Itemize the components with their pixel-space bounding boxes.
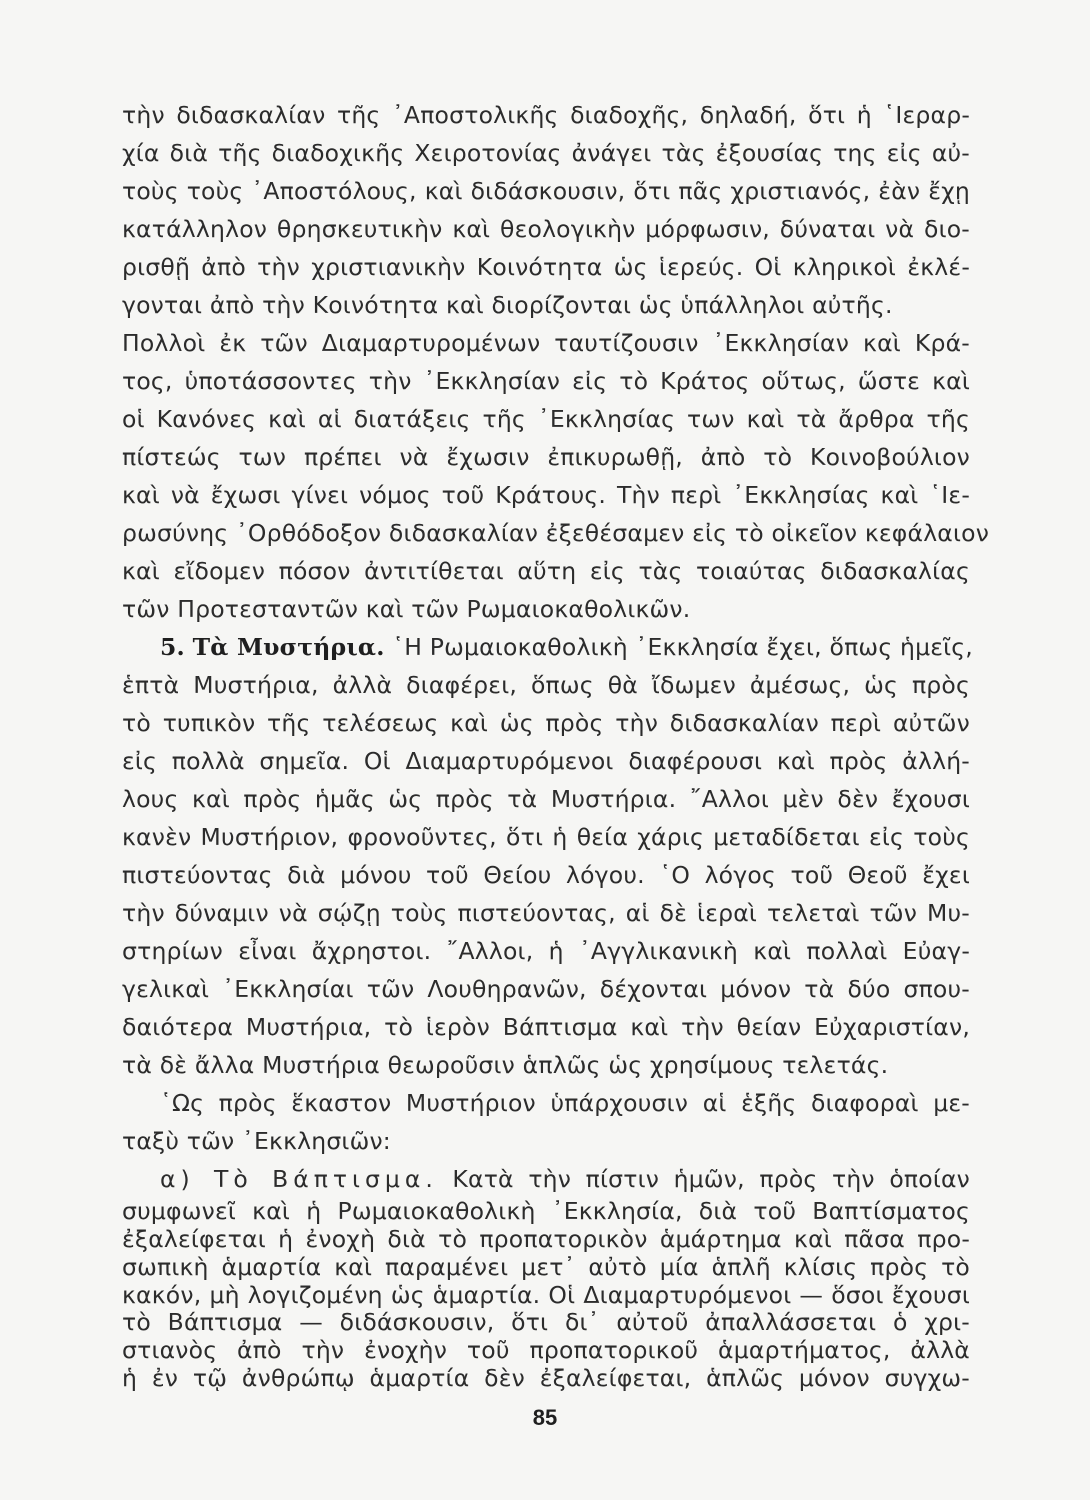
- text-line: πίστεώς των πρέπει νὰ ἔχωσιν ἐπικυρωθῇ, ἀπὸ τὸ Κοινοβούλιον: [122, 443, 970, 471]
- text-line: τὴν δύναμιν νὰ σῴζῃ τοὺς πιστεύοντας, αἱ δὲ ἱεραὶ τελεταὶ τῶν Μυ-: [122, 899, 970, 927]
- text-line: ἐξαλείφεται ἡ ἐνοχὴ διὰ τὸ προπατορικὸν ἁμάρτημα καὶ πᾶσα προ-: [122, 1224, 970, 1253]
- text-line: ταξὺ τῶν ᾽Εκκλησιῶν:: [122, 1127, 391, 1155]
- text-line: κακόν, μὴ λογιζομένη ὡς ἁμαρτία. Οἱ Διαμαρτυρόμενοι — ὅσοι ἔχουσι: [122, 1280, 970, 1309]
- text-run: ῾Η Ρωμαιοκαθολικὴ ᾽Εκκλησία ἔχει, ὅπως ἡμεῖς,: [392, 633, 973, 661]
- item-heading-line: [160, 1160, 970, 1198]
- text-line: τος, ὑποτάσσοντες τὴν ᾽Εκκλησίαν εἰς τὸ Κράτος οὕτως, ὥστε καὶ: [122, 367, 970, 395]
- page-number: 85: [532, 1405, 558, 1430]
- text-line: καὶ νὰ ἔχωσι γίνει νόμος τοῦ Κράτους. Τὴν περὶ ᾽Εκκλησίας καὶ ῾Ιε-: [122, 481, 970, 509]
- text-line: κανὲν Μυστήριον, φρονοῦντες, ὅτι ἡ θεία χάρις μεταδίδεται εἰς τοὺς: [122, 823, 970, 851]
- text-line: ἡ ἐν τῷ ἀνθρώπῳ ἁμαρτία δὲν ἐξαλείφεται, ἁπλῶς μόνον συγχω-: [122, 1364, 970, 1393]
- text-line: καὶ εἴδομεν πόσον ἀντιτίθεται αὕτη εἰς τὰς τοιαύτας διδασκαλίας: [122, 557, 970, 585]
- text-line: τὸ τυπικὸν τῆς τελέσεως καὶ ὡς πρὸς τὴν διδασκαλίαν περὶ αὐτῶν: [122, 709, 970, 737]
- text-line: Πολλοὶ ἐκ τῶν Διαμαρτυρομένων ταυτίζουσιν ᾽Εκκλησίαν καὶ Κρά-: [122, 329, 970, 357]
- text-line: εἰς πολλὰ σημεῖα. Οἱ Διαμαρτυρόμενοι διαφέρουσι καὶ πρὸς ἀλλή-: [122, 747, 970, 775]
- text-line: τὴν διδασκαλίαν τῆς ᾽Αποστολικῆς διαδοχῆς, δηλαδή, ὅτι ἡ ῾Ιεραρ-: [122, 101, 970, 129]
- text-line: γελικαὶ ᾽Εκκλησίαι τῶν Λουθηρανῶν, δέχονται μόνον τὰ δύο σπου-: [122, 975, 970, 1003]
- section-number: 5.: [160, 633, 185, 661]
- section-heading-line: [160, 628, 973, 666]
- text-line: δαιότερα Μυστήρια, τὸ ἱερὸν Βάπτισμα καὶ τὴν θείαν Εὐχαριστίαν,: [122, 1013, 970, 1041]
- text-line: ἑπτὰ Μυστήρια, ἀλλὰ διαφέρει, ὅπως θὰ ἴδωμεν ἀμέσως, ὡς πρὸς: [122, 671, 970, 699]
- item-label: α) Τὸ Βάπτισμα.: [160, 1165, 438, 1193]
- text-line: τὸ Βάπτισμα — διδάσκουσιν, ὅτι δι᾽ αὐτοῦ ἀπαλλάσσεται ὁ χρι-: [122, 1308, 970, 1337]
- text-run: Κατὰ τὴν πίστιν ἡμῶν, πρὸς τὴν ὁποίαν: [452, 1165, 971, 1193]
- text-line: συμφωνεῖ καὶ ἡ Ρωμαιοκαθολικὴ ᾽Εκκλησία, διὰ τοῦ Βαπτίσματος: [122, 1197, 970, 1225]
- text-line: οἱ Κανόνες καὶ αἱ διατάξεις τῆς ᾽Εκκλησίας των καὶ τὰ ἄρθρα τῆς: [122, 405, 970, 433]
- text-line: στιανὸς ἀπὸ τὴν ἐνοχὴν τοῦ προπατορικοῦ ἁμαρτήματος, ἀλλὰ: [122, 1336, 970, 1365]
- text-line: στηρίων εἶναι ἄχρηστοι. ῎Αλλοι, ἡ ᾽Αγγλικανικὴ καὶ πολλαὶ Εὐαγ-: [122, 937, 970, 965]
- text-line: σωπικὴ ἁμαρτία καὶ παραμένει μετ᾽ αὐτὸ μία ἁπλῆ κλίσις πρὸς τὸ: [122, 1252, 970, 1281]
- text-line: ῾Ως πρὸς ἕκαστον Μυστήριον ὑπάρχουσιν αἱ ἑξῆς διαφοραὶ με-: [160, 1089, 970, 1117]
- text-line: πιστεύοντας διὰ μόνου τοῦ Θείου λόγου. ῾Ο λόγος τοῦ Θεοῦ ἔχει: [122, 861, 970, 889]
- text-line: χία διὰ τῆς διαδοχικῆς Χειροτονίας ἀνάγει τὰς ἐξουσίας της εἰς αὐ-: [122, 139, 970, 167]
- text-line: τὰ δὲ ἄλλα Μυστήρια θεωροῦσιν ἁπλῶς ὡς χρησίμους τελετάς.: [122, 1051, 889, 1079]
- text-line: ρισθῇ ἀπὸ τὴν χριστιανικὴν Κοινότητα ὡς ἱερεύς. Οἱ κληρικοὶ ἐκλέ-: [122, 253, 970, 281]
- section-title: Τὰ Μυστήρια.: [192, 633, 385, 661]
- text-line: κατάλληλον θρησκευτικὴν καὶ θεολογικὴν μόρφωσιν, δύναται νὰ διο-: [122, 215, 970, 243]
- text-line: τῶν Προτεσταντῶν καὶ τῶν Ρωμαιοκαθολικῶν.: [122, 595, 691, 623]
- text-line: τοὺς τοὺς ᾽Αποστόλους, καὶ διδάσκουσιν, ὅτι πᾶς χριστιανός, ἐὰν ἔχῃ: [122, 177, 970, 205]
- text-line: ρωσύνης ᾽Ορθόδοξον διδασκαλίαν ἐξεθέσαμεν εἰς τὸ οἰκεῖον κεφάλαιον: [122, 519, 990, 547]
- text-line: λους καὶ πρὸς ἡμᾶς ὡς πρὸς τὰ Μυστήρια. ῎Αλλοι μὲν δὲν ἔχουσι: [122, 785, 970, 813]
- text-line: γονται ἀπὸ τὴν Κοινότητα καὶ διορίζονται ὡς ὑπάλληλοι αὐτῆς.: [122, 291, 893, 319]
